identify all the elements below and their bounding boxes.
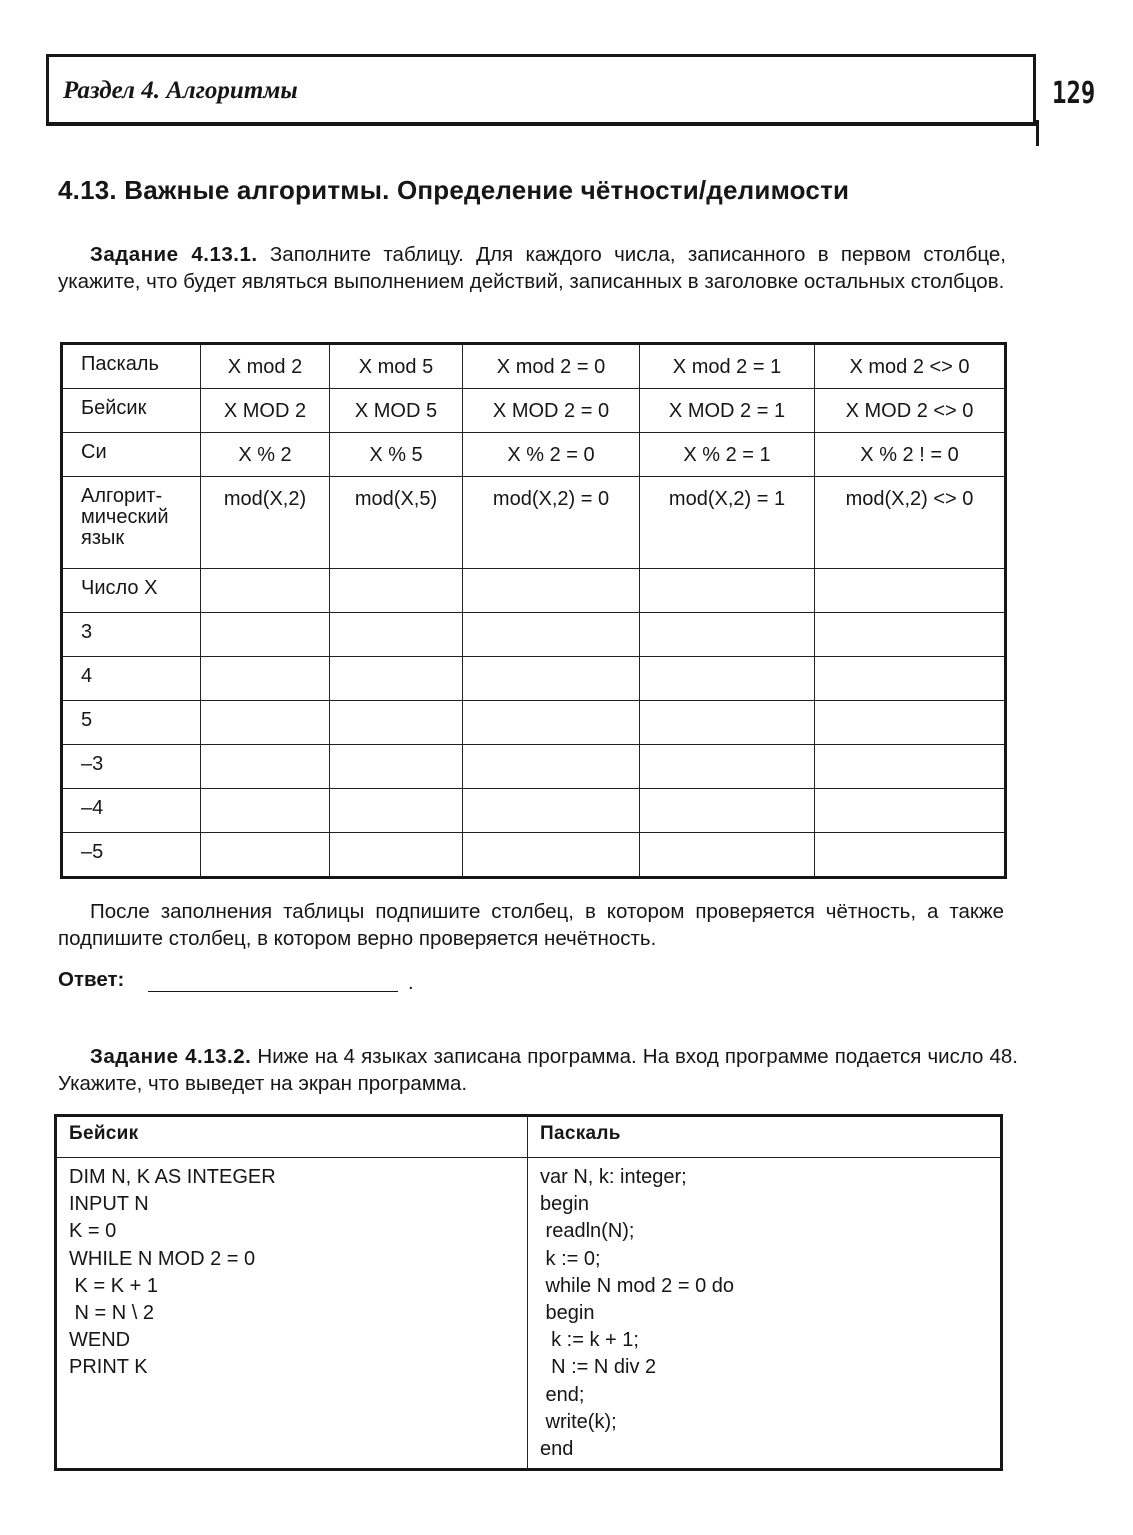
table-cell[interactable] (330, 832, 463, 877)
code-line: readln(N); (540, 1220, 635, 1243)
row-label-cell: Паскаль (62, 344, 201, 389)
row-label-cell: –3 (62, 744, 201, 788)
table-cell[interactable] (640, 700, 815, 744)
task1-text: Заполните таблицу. Для каждого числа, записанного в первом столбце, укажите, что будет являться выполнением действий, записанных в заголовке остальных столбцов. (58, 243, 1006, 293)
table-cell: X MOD 5 (330, 389, 463, 433)
table-row (62, 477, 1006, 568)
table-cell: X mod 2 = 1 (640, 344, 815, 389)
row-label-cell: –4 (62, 788, 201, 832)
table-cell[interactable] (463, 832, 640, 877)
table-cell (330, 568, 463, 612)
table-cell[interactable] (815, 612, 1006, 656)
header-divider (1036, 120, 1039, 146)
table-cell[interactable] (330, 656, 463, 700)
code-line: PRINT K (69, 1356, 148, 1379)
table-cell[interactable] (640, 656, 815, 700)
page-number: 129 (1052, 76, 1096, 111)
task1-statement (58, 242, 1006, 295)
table-cell[interactable] (201, 656, 330, 700)
row-label-cell: –5 (62, 832, 201, 877)
table-cell (640, 568, 815, 612)
code-line: INPUT N (69, 1193, 149, 1216)
table-cell: X mod 2 (201, 344, 330, 389)
code-line: k := 0; (540, 1247, 601, 1270)
table-cell[interactable] (463, 788, 640, 832)
table-cell[interactable] (330, 744, 463, 788)
row-label-cell: 5 (62, 700, 201, 744)
code-line: end; (540, 1383, 585, 1406)
code-line: DIM N, K AS INTEGER (69, 1166, 276, 1188)
table-cell: mod(X,2) = 0 (463, 477, 640, 568)
chapter-header (46, 54, 1036, 126)
table-cell: X mod 5 (330, 344, 463, 389)
table-cell (201, 568, 330, 612)
table-row (62, 700, 1006, 744)
task2-text: Ниже на 4 языках записана программа. На вход программе подается число 48. Укажите, что выведет на экран программа. (58, 1045, 1019, 1095)
table-cell: mod(X,2) (201, 477, 330, 568)
code-line: K = 0 (69, 1220, 117, 1243)
answer-blank[interactable] (148, 991, 398, 992)
table-cell: X MOD 2 = 1 (640, 389, 815, 433)
code-line: var N, k: integer; (540, 1166, 687, 1188)
table-cell (815, 568, 1006, 612)
table-row (62, 832, 1006, 877)
table-cell[interactable] (330, 700, 463, 744)
table-cell[interactable] (815, 744, 1006, 788)
table-cell: mod(X,2) <> 0 (815, 477, 1006, 568)
answer-dot: . (408, 972, 414, 994)
code-line: WHILE N MOD 2 = 0 (69, 1247, 256, 1270)
task1-note: После заполнения таблицы подпишите столбец, в котором проверяется чётность, а также подпишите столбец, в котором верно проверяется нечётность. (58, 900, 1004, 950)
table-row (62, 344, 1006, 389)
section-title: 4.13. Важные алгоритмы. Определение чётности/делимости (58, 175, 850, 205)
table-cell[interactable] (201, 788, 330, 832)
table-cell[interactable] (815, 656, 1006, 700)
table-cell: X % 2 ! = 0 (815, 433, 1006, 477)
table-cell: X mod 2 = 0 (463, 344, 640, 389)
table-row (62, 788, 1006, 832)
table-cell: X % 2 = 1 (640, 433, 815, 477)
task2-label: Задание 4.13.2. (90, 1045, 252, 1068)
table-cell: mod(X,5) (330, 477, 463, 568)
code-line: k := k + 1; (540, 1329, 639, 1352)
table-cell[interactable] (463, 700, 640, 744)
table-cell (463, 568, 640, 612)
table-row (62, 433, 1006, 477)
table-row (62, 568, 1006, 612)
table-cell[interactable] (463, 656, 640, 700)
table-cell[interactable] (640, 744, 815, 788)
operations-table (60, 342, 1007, 879)
table-cell: X % 5 (330, 433, 463, 477)
table-cell[interactable] (201, 612, 330, 656)
code-line: N := N div 2 (540, 1356, 657, 1379)
table-cell[interactable] (640, 788, 815, 832)
row-label-cell: Алгорит- мический язык (62, 477, 201, 568)
table-cell: mod(X,2) = 1 (640, 477, 815, 568)
task1-label: Задание 4.13.1. (90, 243, 258, 266)
table-cell: X MOD 2 = 0 (463, 389, 640, 433)
row-label-cell: 3 (62, 612, 201, 656)
table-cell[interactable] (640, 612, 815, 656)
row-label-cell: 4 (62, 656, 201, 700)
row-label-cell: Бейсик (62, 389, 201, 433)
task2-statement (58, 1044, 1018, 1097)
basic-code (56, 1158, 528, 1470)
pascal-column-header: Паскаль (528, 1116, 1002, 1158)
program-table (54, 1114, 1003, 1471)
table-cell[interactable] (463, 612, 640, 656)
table-cell: X % 2 = 0 (463, 433, 640, 477)
table-cell[interactable] (330, 612, 463, 656)
table-cell: X mod 2 <> 0 (815, 344, 1006, 389)
table-cell: X % 2 (201, 433, 330, 477)
table-row (62, 656, 1006, 700)
chapter-title: Раздел 4. Алгоритмы (63, 77, 298, 104)
table-cell[interactable] (815, 832, 1006, 877)
code-line: WEND (69, 1329, 131, 1352)
code-line: begin (540, 1301, 595, 1324)
table-cell: X MOD 2 <> 0 (815, 389, 1006, 433)
code-line: K = K + 1 (69, 1274, 158, 1297)
table-row (62, 389, 1006, 433)
table-cell[interactable] (815, 700, 1006, 744)
table-cell[interactable] (815, 788, 1006, 832)
row-label-cell: Си (62, 433, 201, 477)
table-row (62, 612, 1006, 656)
table-cell[interactable] (201, 700, 330, 744)
pascal-code (528, 1158, 1002, 1470)
table-cell[interactable] (330, 788, 463, 832)
table-cell[interactable] (201, 744, 330, 788)
code-line: N = N \ 2 (69, 1301, 155, 1324)
code-line: while N mod 2 = 0 do (540, 1274, 734, 1297)
table-cell[interactable] (463, 744, 640, 788)
table-cell[interactable] (640, 832, 815, 877)
table-cell: X MOD 2 (201, 389, 330, 433)
code-line: begin (540, 1193, 589, 1216)
table-cell[interactable] (201, 832, 330, 877)
answer-label: Ответ: (58, 968, 125, 991)
row-label-cell: Число X (62, 568, 201, 612)
code-line: write(k); (540, 1410, 617, 1433)
basic-column-header: Бейсик (56, 1116, 528, 1158)
table-row (62, 744, 1006, 788)
code-line: end (540, 1437, 574, 1460)
